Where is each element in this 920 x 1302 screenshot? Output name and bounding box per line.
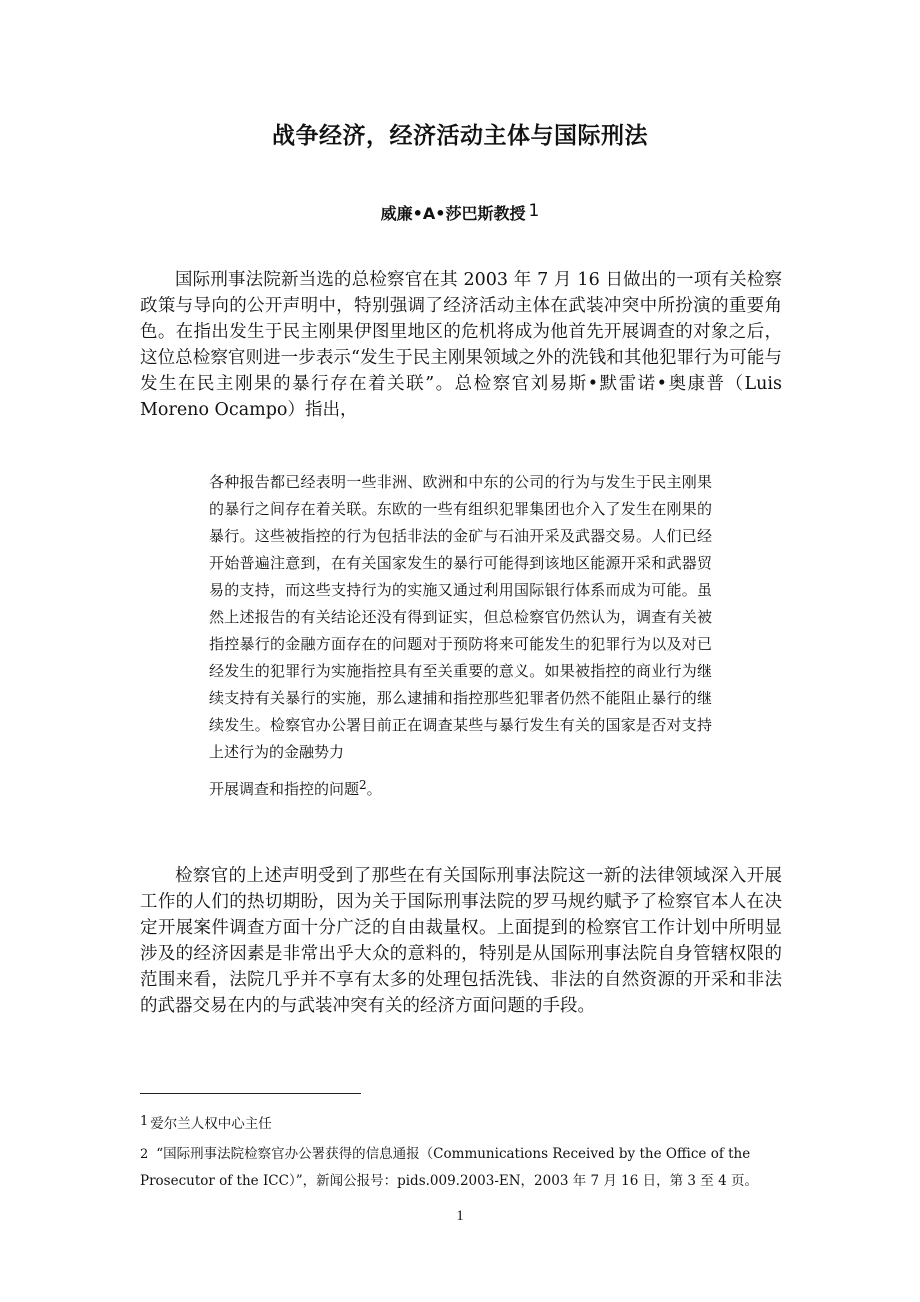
- quote-footnote-ref[interactable]: 2: [359, 778, 367, 792]
- block-quote-tail-end: 。: [366, 780, 382, 798]
- footnote-2: [140, 1141, 782, 1194]
- body-paragraph-2: 检察官的上述声明受到了那些在有关国际刑事法院这一新的法律领域深入开展工作的人们的热切期盼，因为关于国际刑事法院的罗马规约赋予了检察官本人在决定开展案件调查方面十分广泛的自由裁量权。上面提到的检察官工作计划中所明显涉及的经济因素是非常出乎大众的意料的，特别是从国际刑事法院自身管辖权限的范围来看，法院几乎并不享有太多的处理包括洗钱、非法的自然资源的开采和非法的武器交易在内的与武装冲突有关的经济方面问题的手段。: [140, 866, 782, 1016]
- block-quote-last-line: [209, 776, 712, 804]
- page-number: 1: [456, 1208, 464, 1224]
- author-line: [0, 199, 920, 229]
- block-quote-text: 各种报告都已经表明一些非洲、欧洲和中东的公司的行为与发生于民主刚果的暴行之间存在着关联。东欧的一些有组织犯罪集团也介入了发生在刚果的暴行。这些被指控的行为包括非法的金矿与石油开采及武器交易。人们已经开始普遍注意到，在有关国家发生的暴行可能得到该地区能源开采和武器贸易的支持，而这些支持行为的实施又通过利用国际银行体系而成为可能。虽然上述报告的有关结论还没有得到证实，但总检察官仍然认为，调查有关被指控暴行的金融方面存在的问题对于预防将来可能发生的犯罪行为以及对已经发生的犯罪行为实施指控具有至关重要的意义。如果被指控的商业行为继续支持有关暴行的实施，那么逮捕和指控那些犯罪者仍然不能阻止暴行的继续发生。检察官办公署目前正在调查某些与暴行发生有关的国家是否对支持上述行为的金融势力: [209, 473, 712, 761]
- author-footnote-ref[interactable]: 1: [528, 201, 540, 221]
- footnote-1-text: 爱尔兰人权中心主任: [150, 1116, 272, 1132]
- author-name: 威廉•A•莎巴斯教授: [380, 204, 526, 223]
- footnote-2-number: 2: [140, 1147, 149, 1162]
- block-quote-tail: 开展调查和指控的问题: [209, 780, 360, 798]
- body-paragraph-1: 国际刑事法院新当选的总检察官在其 2003 年 7 月 16 日做出的一项有关检察政策与导向的公开声明中，特别强调了经济活动主体在武装冲突中所扮演的重要角色。在指出发生于民主刚果伊图里地区的危机将成为他首先开展调查的对象之后，这位总检察官则进一步表示“发生于民主刚果领域之外的洗钱和其他犯罪行为可能与发生在民主刚果的暴行存在着关联”。总检察官刘易斯•默雷诺•奥康普（Luis Moreno Ocampo）指出，: [140, 270, 782, 420]
- document-title: 战争经济，经济活动主体与国际刑法: [272, 123, 648, 149]
- block-quote: [209, 469, 712, 804]
- footnote-separator: [140, 1093, 361, 1094]
- footnote-2-text: “国际刑事法院检察官办公署获得的信息通报（Communications Received by the Office of the Prosecutor of the ICC）”，新闻公报号：pids.009.2003-EN，2003 年 7 月 16 日，第 3 至 4 页。: [140, 1146, 758, 1189]
- footnote-1-number: 1: [140, 1114, 149, 1129]
- footnote-1: [140, 1111, 782, 1138]
